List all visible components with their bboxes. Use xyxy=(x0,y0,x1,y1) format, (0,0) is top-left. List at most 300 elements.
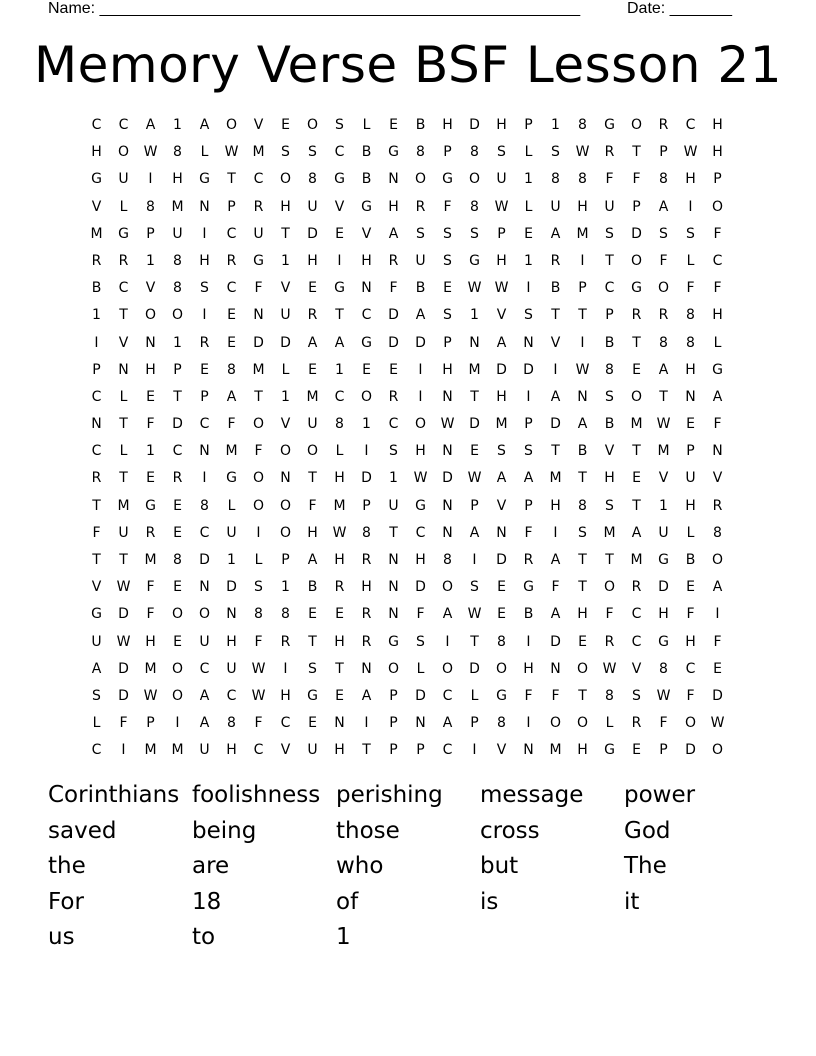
grid-letter: U xyxy=(172,225,183,242)
grid-letter: U xyxy=(685,470,696,487)
grid-letter: P xyxy=(362,497,371,514)
grid-letter: E xyxy=(200,361,209,378)
grid-letter: O xyxy=(414,416,427,433)
grid-letter: H xyxy=(712,117,723,133)
grid-letter: T xyxy=(470,633,479,650)
grid-letter: G xyxy=(199,171,210,188)
grid-letter: I xyxy=(688,198,693,215)
grid-letter: N xyxy=(388,606,399,623)
grid-letter: E xyxy=(524,225,533,242)
grid-letter: A xyxy=(550,606,561,623)
grid-letter: T xyxy=(578,687,587,704)
grid-letter: O xyxy=(576,715,589,732)
grid-letter: V xyxy=(604,443,615,460)
grid-letter: M xyxy=(90,225,103,242)
grid-letter: S xyxy=(389,443,398,460)
grid-letter: C xyxy=(685,660,696,677)
grid-letter: N xyxy=(388,579,399,596)
grid-letter: S xyxy=(686,225,695,242)
grid-letter: G xyxy=(226,470,237,487)
grid-letter: C xyxy=(685,117,696,133)
grid-letter: R xyxy=(415,198,426,215)
grid-letter: A xyxy=(496,334,507,351)
grid-letter: W xyxy=(602,660,617,677)
grid-letter: P xyxy=(632,198,641,215)
grid-letter: F xyxy=(659,715,668,732)
grid-letter: W xyxy=(656,416,671,433)
grid-letter: A xyxy=(226,388,237,405)
grid-letter: I xyxy=(553,524,558,541)
grid-letter: A xyxy=(199,715,210,732)
grid-letter: H xyxy=(334,742,345,759)
grid-letter: C xyxy=(91,443,102,460)
grid-letter: V xyxy=(334,198,345,215)
grid-letter: N xyxy=(361,280,372,297)
grid-letter: O xyxy=(414,171,427,188)
grid-letter: R xyxy=(361,552,372,568)
grid-letter: O xyxy=(252,416,265,433)
grid-letter: F xyxy=(713,416,722,433)
grid-letter: T xyxy=(659,388,668,405)
grid-letter: N xyxy=(280,470,291,487)
grid-letter: N xyxy=(523,334,534,351)
grid-letter: H xyxy=(442,361,453,378)
grid-letter: G xyxy=(361,334,372,351)
grid-letter: N xyxy=(199,579,210,596)
grid-letter: T xyxy=(119,552,128,568)
grid-letter: E xyxy=(713,660,722,677)
grid-letter: 8 xyxy=(227,361,236,378)
grid-letter: D xyxy=(469,416,480,433)
grid-letter: G xyxy=(523,579,534,596)
grid-letter: I xyxy=(121,742,126,759)
grid-letter: N xyxy=(361,660,372,677)
grid-letter: E xyxy=(227,307,236,324)
grid-letter: N xyxy=(226,606,237,623)
grid-letter: U xyxy=(604,198,615,215)
word-bank-item: Corinthians xyxy=(48,782,180,808)
grid-letter: P xyxy=(389,715,398,732)
word-bank-item: of xyxy=(336,888,359,915)
grid-letter: F xyxy=(524,524,533,541)
grid-letter: A xyxy=(442,715,453,732)
grid-letter: P xyxy=(146,225,155,242)
grid-letter: E xyxy=(173,633,182,650)
grid-letter: E xyxy=(632,742,641,759)
grid-letter: R xyxy=(226,252,237,269)
grid-letter: W xyxy=(224,144,239,161)
grid-letter: W xyxy=(575,144,590,161)
grid-letter: A xyxy=(361,687,372,704)
grid-letter: D xyxy=(118,606,129,623)
grid-letter: E xyxy=(632,470,641,487)
grid-letter: H xyxy=(388,198,399,215)
grid-letter: D xyxy=(442,470,453,487)
grid-letter: P xyxy=(443,334,452,351)
grid-letter: A xyxy=(469,524,480,541)
grid-letter: H xyxy=(334,470,345,487)
grid-letter: U xyxy=(91,633,102,650)
grid-letter: R xyxy=(658,307,669,324)
grid-letter: N xyxy=(253,307,264,324)
grid-letter: B xyxy=(361,171,372,188)
grid-letter: E xyxy=(146,470,155,487)
grid-letter: G xyxy=(388,633,399,650)
grid-letter: A xyxy=(577,416,588,433)
word-bank-item: saved xyxy=(48,817,117,844)
grid-letter: A xyxy=(658,198,669,215)
grid-letter: U xyxy=(226,660,237,677)
grid-letter: T xyxy=(632,334,641,351)
grid-letter: G xyxy=(469,252,480,269)
grid-letter: F xyxy=(713,225,722,242)
grid-letter: C xyxy=(118,280,129,297)
grid-letter: W xyxy=(467,280,482,297)
grid-letter: D xyxy=(415,334,426,351)
grid-letter: 8 xyxy=(713,524,722,541)
word-bank-item: who xyxy=(336,853,384,880)
grid-letter: O xyxy=(279,171,292,188)
grid-letter: W xyxy=(251,687,266,704)
grid-letter: I xyxy=(202,470,207,487)
grid-letter: D xyxy=(388,334,399,351)
grid-letter: C xyxy=(415,524,426,541)
grid-letter: L xyxy=(524,144,533,161)
grid-letter: U xyxy=(199,742,210,759)
grid-letter: T xyxy=(362,742,371,759)
grid-letter: W xyxy=(683,144,698,161)
grid-letter: F xyxy=(146,606,155,623)
grid-letter: 1 xyxy=(92,307,101,324)
grid-letter: V xyxy=(550,334,561,351)
grid-letter: M xyxy=(333,497,346,514)
grid-letter: 1 xyxy=(551,117,560,133)
grid-letter: R xyxy=(631,715,642,732)
grid-letter: P xyxy=(524,117,533,133)
grid-letter: L xyxy=(254,552,263,568)
grid-letter: S xyxy=(200,280,209,297)
grid-letter: I xyxy=(445,633,450,650)
grid-letter: T xyxy=(578,470,587,487)
grid-letter: C xyxy=(253,171,264,188)
grid-letter: R xyxy=(712,497,723,514)
grid-letter: G xyxy=(658,552,669,568)
grid-letter: O xyxy=(360,388,373,405)
grid-letter: M xyxy=(225,443,238,460)
grid-letter: 1 xyxy=(659,497,668,514)
grid-letter: B xyxy=(415,117,426,133)
grid-letter: R xyxy=(118,252,129,269)
grid-letter: N xyxy=(550,660,561,677)
grid-letter: W xyxy=(143,687,158,704)
grid-letter: U xyxy=(307,742,318,759)
grid-letter: 8 xyxy=(578,171,587,188)
grid-letter: S xyxy=(578,524,587,541)
grid-letter: O xyxy=(252,470,265,487)
grid-letter: P xyxy=(416,742,425,759)
grid-letter: P xyxy=(389,742,398,759)
grid-letter: R xyxy=(604,144,615,161)
grid-letter: H xyxy=(496,388,507,405)
word-bank-item: foolishness xyxy=(192,782,321,808)
grid-letter: 8 xyxy=(416,144,425,161)
grid-letter: S xyxy=(497,443,506,460)
grid-letter: S xyxy=(443,225,452,242)
grid-letter: D xyxy=(658,579,669,596)
grid-letter: A xyxy=(307,552,318,568)
grid-letter: T xyxy=(173,388,182,405)
grid-letter: I xyxy=(526,388,531,405)
grid-letter: V xyxy=(145,280,156,297)
grid-letter: H xyxy=(307,252,318,269)
grid-letter: O xyxy=(306,117,319,133)
grid-letter: R xyxy=(91,252,102,269)
grid-letter: A xyxy=(442,606,453,623)
grid-letter: T xyxy=(632,497,641,514)
grid-letter: R xyxy=(307,307,318,324)
grid-letter: L xyxy=(200,144,209,161)
grid-letter: E xyxy=(443,280,452,297)
grid-letter: H xyxy=(577,198,588,215)
grid-letter: D xyxy=(361,470,372,487)
grid-letter: S xyxy=(308,144,317,161)
grid-letter: N xyxy=(712,443,723,460)
grid-letter: L xyxy=(335,443,344,460)
grid-letter: U xyxy=(118,171,129,188)
grid-letter: P xyxy=(227,198,236,215)
grid-letter: V xyxy=(118,334,129,351)
word-bank-item: cross xyxy=(480,817,540,844)
grid-letter: F xyxy=(254,633,263,650)
grid-letter: L xyxy=(281,361,290,378)
grid-letter: I xyxy=(418,388,423,405)
grid-letter: C xyxy=(172,443,183,460)
grid-letter: H xyxy=(361,579,372,596)
grid-letter: T xyxy=(551,443,560,460)
grid-letter: G xyxy=(388,144,399,161)
grid-letter: M xyxy=(171,742,184,759)
grid-letter: U xyxy=(118,524,129,541)
grid-letter: D xyxy=(280,334,291,351)
grid-letter: F xyxy=(389,280,398,297)
word-bank-item: For xyxy=(48,888,84,915)
grid-letter: 1 xyxy=(173,334,182,351)
grid-letter: 8 xyxy=(362,524,371,541)
grid-letter: V xyxy=(280,280,291,297)
grid-letter: P xyxy=(470,715,479,732)
grid-letter: 8 xyxy=(254,606,263,623)
grid-letter: E xyxy=(335,606,344,623)
word-bank-item: perishing xyxy=(336,782,443,808)
grid-letter: A xyxy=(523,470,534,487)
grid-letter: O xyxy=(279,443,292,460)
grid-letter: T xyxy=(632,144,641,161)
grid-letter: U xyxy=(226,524,237,541)
grid-letter: S xyxy=(659,225,668,242)
grid-letter: B xyxy=(361,144,372,161)
grid-letter: P xyxy=(659,742,668,759)
grid-letter: F xyxy=(551,579,560,596)
grid-letter: P xyxy=(281,552,290,568)
word-bank-item: 18 xyxy=(192,888,222,915)
grid-letter: U xyxy=(307,198,318,215)
grid-letter: B xyxy=(604,334,615,351)
grid-letter: 8 xyxy=(173,252,182,269)
grid-letter: F xyxy=(551,687,560,704)
grid-letter: L xyxy=(416,660,425,677)
grid-letter: 8 xyxy=(659,660,668,677)
grid-letter: W xyxy=(440,416,455,433)
grid-letter: B xyxy=(550,280,561,297)
grid-letter: S xyxy=(416,633,425,650)
word-bank-item: to xyxy=(192,924,216,951)
grid-letter: G xyxy=(442,171,453,188)
grid-letter: M xyxy=(576,225,589,242)
grid-letter: H xyxy=(280,198,291,215)
grid-letter: E xyxy=(146,388,155,405)
grid-letter: S xyxy=(551,144,560,161)
grid-letter: I xyxy=(418,361,423,378)
word-bank xyxy=(48,778,768,956)
grid-letter: P xyxy=(173,361,182,378)
grid-letter: E xyxy=(308,715,317,732)
grid-letter: F xyxy=(605,171,614,188)
grid-letter: U xyxy=(550,198,561,215)
grid-letter: W xyxy=(467,470,482,487)
grid-letter: W xyxy=(494,280,509,297)
grid-letter: L xyxy=(119,443,128,460)
grid-letter: O xyxy=(630,117,643,133)
grid-letter: D xyxy=(199,552,210,568)
grid-letter: R xyxy=(388,252,399,269)
grid-letter: L xyxy=(119,388,128,405)
grid-letter: U xyxy=(496,171,507,188)
grid-letter: D xyxy=(415,687,426,704)
grid-letter: S xyxy=(470,579,479,596)
grid-letter: D xyxy=(253,334,264,351)
grid-letter: G xyxy=(658,633,669,650)
grid-letter: C xyxy=(334,144,345,161)
word-bank-item: power xyxy=(624,782,696,808)
grid-letter: F xyxy=(524,687,533,704)
grid-letter: N xyxy=(685,388,696,405)
grid-letter: 1 xyxy=(281,388,290,405)
grid-letter: W xyxy=(575,361,590,378)
grid-letter: O xyxy=(711,552,724,568)
grid-letter: M xyxy=(144,552,157,568)
grid-letter: E xyxy=(686,579,695,596)
grid-letter: S xyxy=(524,307,533,324)
grid-letter: C xyxy=(280,715,291,732)
grid-letter: F xyxy=(119,715,128,732)
grid-letter: N xyxy=(199,443,210,460)
grid-letter: A xyxy=(712,579,723,596)
grid-letter: 8 xyxy=(686,334,695,351)
grid-letter: I xyxy=(283,660,288,677)
grid-letter: O xyxy=(306,443,319,460)
grid-letter: O xyxy=(603,579,616,596)
grid-letter: 8 xyxy=(335,416,344,433)
grid-letter: U xyxy=(415,252,426,269)
grid-letter: H xyxy=(442,117,453,133)
word-bank-item: being xyxy=(192,817,257,844)
grid-letter: L xyxy=(605,715,614,732)
grid-letter: O xyxy=(171,687,184,704)
grid-letter: R xyxy=(199,334,210,351)
grid-letter: G xyxy=(496,687,507,704)
grid-letter: A xyxy=(712,388,723,405)
grid-letter: R xyxy=(550,252,561,269)
grid-letter: H xyxy=(685,633,696,650)
grid-letter: 8 xyxy=(497,633,506,650)
grid-letter: W xyxy=(467,606,482,623)
grid-letter: E xyxy=(362,361,371,378)
grid-letter: E xyxy=(389,117,398,133)
grid-letter: H xyxy=(496,252,507,269)
grid-letter: 8 xyxy=(308,171,317,188)
grid-letter: 1 xyxy=(362,416,371,433)
grid-letter: H xyxy=(145,361,156,378)
grid-letter: 8 xyxy=(551,171,560,188)
grid-letter: I xyxy=(202,225,207,242)
grid-letter: O xyxy=(711,198,724,215)
grid-letter: 8 xyxy=(578,497,587,514)
grid-letter: M xyxy=(306,388,319,405)
grid-letter: O xyxy=(171,307,184,324)
grid-letter: P xyxy=(713,171,722,188)
grid-letter: R xyxy=(631,307,642,324)
grid-letter: 1 xyxy=(281,579,290,596)
grid-letter: H xyxy=(577,742,588,759)
grid-letter: A xyxy=(91,660,102,677)
grid-letter: G xyxy=(604,117,615,133)
grid-letter: R xyxy=(361,606,372,623)
grid-letter: H xyxy=(172,171,183,188)
grid-letter: H xyxy=(496,117,507,133)
grid-letter: D xyxy=(631,225,642,242)
grid-letter: S xyxy=(470,225,479,242)
grid-letter: M xyxy=(549,470,562,487)
grid-letter: H xyxy=(523,660,534,677)
grid-letter: C xyxy=(712,252,723,269)
grid-letter: L xyxy=(713,334,722,351)
grid-letter: 1 xyxy=(146,252,155,269)
grid-letter: E xyxy=(227,334,236,351)
grid-letter: P xyxy=(443,144,452,161)
grid-letter: T xyxy=(254,388,263,405)
grid-letter: 8 xyxy=(173,144,182,161)
grid-letter: E xyxy=(173,524,182,541)
grid-letter: H xyxy=(658,606,669,623)
grid-letter: T xyxy=(335,660,344,677)
grid-letter: V xyxy=(91,579,102,596)
grid-letter: S xyxy=(605,388,614,405)
grid-letter: T xyxy=(119,416,128,433)
grid-letter: G xyxy=(712,361,723,378)
grid-letter: V xyxy=(658,470,669,487)
grid-letter: D xyxy=(172,416,183,433)
grid-letter: U xyxy=(388,497,399,514)
grid-letter: F xyxy=(254,715,263,732)
grid-letter: I xyxy=(256,524,261,541)
grid-letter: M xyxy=(468,361,481,378)
grid-letter: V xyxy=(496,307,507,324)
grid-letter: D xyxy=(685,742,696,759)
grid-letter: H xyxy=(226,742,237,759)
grid-letter: H xyxy=(334,552,345,568)
grid-letter: P xyxy=(659,144,668,161)
grid-letter: V xyxy=(712,470,723,487)
